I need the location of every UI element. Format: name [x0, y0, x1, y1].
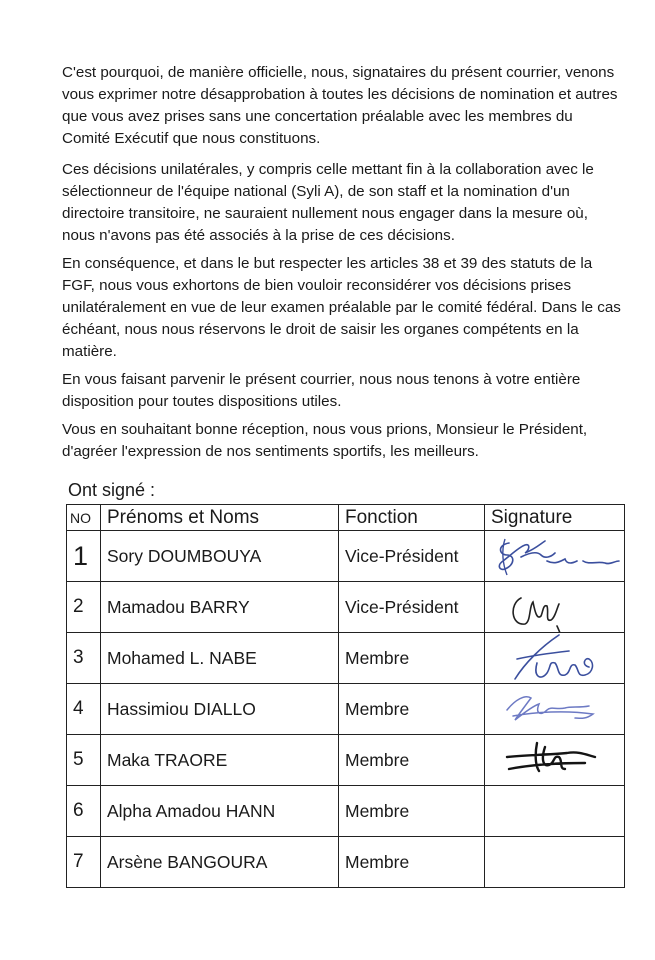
- header-no: NO: [67, 505, 101, 531]
- signature-cell: [485, 531, 625, 582]
- paragraph-consequence: En conséquence, et dans le but respecter les articles 38 et 39 des statuts de la FGF, nous vous exhortons de bien vouloir reconsidérer vos décisions prises unilatéralement en vue de leur examen préalable par le comité fédéral. Dans le cas échéant, nous nous réservons le droit de saisir les organes compétents en la matière.: [62, 255, 621, 360]
- row-name: Sory DOUMBOUYA: [101, 531, 339, 582]
- row-number: 2: [67, 582, 101, 633]
- signatories-table: [66, 504, 625, 888]
- row-name: Alpha Amadou HANN: [101, 786, 339, 837]
- signature-nabe: [485, 633, 625, 684]
- row-function: Membre: [339, 786, 485, 837]
- signature-traore: [485, 735, 625, 786]
- header-function: Fonction: [339, 505, 485, 531]
- row-name: Hassimiou DIALLO: [101, 684, 339, 735]
- row-name: Arsène BANGOURA: [101, 837, 339, 888]
- row-number: 6: [67, 786, 101, 837]
- signature-cell: [485, 735, 625, 786]
- row-number: 4: [67, 684, 101, 735]
- row-function: Membre: [339, 837, 485, 888]
- paragraph-unilateral-decisions: Ces décisions unilatérales, y compris celle mettant fin à la collaboration avec le sélectionneur de l'équipe national (Syli A), de son staff et la nomination d'un directoire transitoire, ne sauraient nullement nous engager dans la mesure où, nous n'avons pas été associés à la prise de ces décisions.: [62, 161, 594, 244]
- signature-barry: [485, 582, 625, 633]
- row-number: 3: [67, 633, 101, 684]
- table-row: [67, 633, 625, 684]
- row-name: Maka TRAORE: [101, 735, 339, 786]
- table-row: [67, 735, 625, 786]
- header-signature: Signature: [485, 505, 625, 531]
- row-function: Membre: [339, 684, 485, 735]
- paragraph-closing: Vous en souhaitant bonne réception, nous vous prions, Monsieur le Président, d'agréer l'expression de nos sentiments sportifs, les meilleurs.: [62, 421, 588, 460]
- signature-cell: [485, 582, 625, 633]
- signature-cell: [485, 684, 625, 735]
- table-row: [67, 531, 625, 582]
- signed-label: Ont signé :: [68, 480, 156, 500]
- paragraph-disapproval: C'est pourquoi, de manière officielle, nous, signataires du présent courrier, venons vous exprimer notre désapprobation à toutes les décisions de nomination et autres que vous avez prises sans une concertation préalable avec les membres du Comité Exécutif que nous constituons.: [62, 64, 618, 147]
- table-row: [67, 684, 625, 735]
- signature-cell-empty: [485, 837, 625, 888]
- row-number: 1: [67, 531, 101, 582]
- signature-cell: [485, 633, 625, 684]
- row-function: Vice-Président: [339, 582, 485, 633]
- table-row: [67, 786, 625, 837]
- table-row: [67, 837, 625, 888]
- row-name: Mohamed L. NABE: [101, 633, 339, 684]
- row-function: Membre: [339, 735, 485, 786]
- signature-cell-empty: [485, 786, 625, 837]
- signature-doumbouya: [485, 531, 625, 582]
- signature-diallo: [485, 684, 625, 735]
- table-header-row: [67, 505, 625, 531]
- row-name: Mamadou BARRY: [101, 582, 339, 633]
- row-function: Membre: [339, 633, 485, 684]
- row-number: 5: [67, 735, 101, 786]
- paragraph-disposition: En vous faisant parvenir le présent courrier, nous nous tenons à votre entière disposition pour toutes dispositions utiles.: [62, 371, 581, 410]
- row-function: Vice-Président: [339, 531, 485, 582]
- header-name: Prénoms et Noms: [101, 505, 339, 531]
- row-number: 7: [67, 837, 101, 888]
- table-row: [67, 582, 625, 633]
